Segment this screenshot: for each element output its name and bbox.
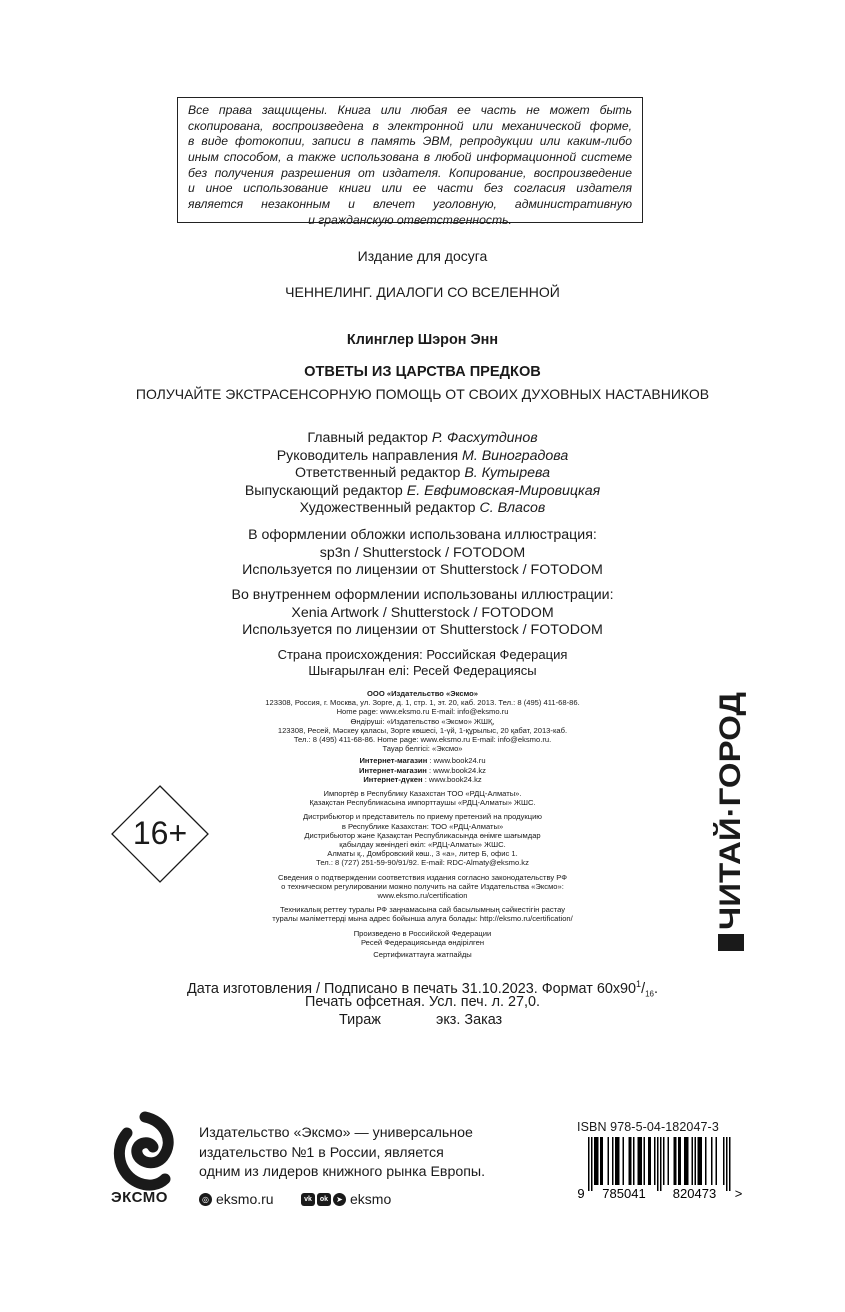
barcode-bar bbox=[729, 1137, 731, 1191]
shop-label: Интернет-дүкен bbox=[363, 774, 423, 784]
book-subtitle: ПОЛУЧАЙТЕ ЭКСТРАСЕНСОРНУЮ ПОМОЩЬ ОТ СВОИХ ДУХОВНЫХ НАСТАВНИКОВ bbox=[135, 386, 710, 402]
barcode-right-digits: 820473 bbox=[672, 1186, 717, 1201]
barcode-bar bbox=[588, 1137, 590, 1191]
cover-illustration-line: sp3n / Shutterstock / FOTODOM bbox=[319, 544, 526, 561]
barcode-bar bbox=[591, 1137, 593, 1191]
globe-icon: ◎ bbox=[199, 1193, 212, 1206]
barcode-bar bbox=[641, 1137, 643, 1185]
shop-label: Интернет-магазин bbox=[359, 765, 427, 775]
barcode-bar bbox=[600, 1137, 602, 1185]
credit-role: Ответственный редактор bbox=[295, 465, 465, 481]
copyright-line: скопирована, воспроизведена в электронной или механической форме, bbox=[188, 118, 632, 133]
importer-line: Импортёр в Республику Казахстан ТОО «РДЦ-Алматы». bbox=[323, 789, 522, 799]
barcode-bar bbox=[660, 1137, 662, 1191]
print-info-line2: Печать офсетная. Усл. печ. л. 27,0. bbox=[304, 994, 540, 1010]
produced-line: Ресей Федерациясында өндірілген bbox=[360, 937, 485, 947]
credit-person: С. Власов bbox=[479, 500, 546, 516]
credit-person: М. Виноградова bbox=[462, 447, 569, 464]
credits-block bbox=[0, 430, 845, 518]
eksmo-logo-icon bbox=[105, 1113, 185, 1193]
barcode-bar bbox=[663, 1137, 665, 1185]
barcode-bar bbox=[692, 1137, 694, 1185]
barcode-bar bbox=[695, 1137, 697, 1185]
credit-role: Художественный редактор bbox=[299, 500, 480, 516]
distributor-line: Дистрибьютор және Қазақстан Республикасында өнімге шағымдар bbox=[304, 830, 541, 840]
social-handle: eksmo bbox=[350, 1191, 392, 1207]
barcode-bar bbox=[618, 1137, 620, 1185]
barcode-bar bbox=[674, 1137, 676, 1185]
barcode-bar bbox=[687, 1137, 689, 1185]
copyright-line: и гражданскую ответственность. bbox=[308, 212, 512, 227]
origin-block bbox=[0, 647, 845, 678]
barcode-bar bbox=[644, 1137, 646, 1185]
inner-illustration-line: Во внутреннем оформлении использованы иллюстрации: bbox=[231, 587, 614, 603]
isbn-text: ISBN 978-5-04-182047-3 bbox=[577, 1120, 719, 1134]
distributor-line: қабылдау жөніндегі өкіл: «РДЦ-Алматы» ЖШС. bbox=[339, 840, 506, 850]
publisher-address-line: Home page: www.eksmo.ru E-mail: info@eksmo.ru bbox=[336, 707, 509, 717]
barcode-bar bbox=[629, 1137, 631, 1185]
copyright-line: в виде фотокопии, записи в память ЭВМ, репродукции или каким-либо bbox=[188, 134, 632, 149]
credit-line bbox=[0, 483, 845, 501]
barcode-bar bbox=[711, 1137, 713, 1185]
credit-person: В. Кутырева bbox=[464, 465, 550, 481]
copyright-notice-box bbox=[177, 97, 643, 227]
promo-line: Издательство «Эксмо» — универсальное bbox=[199, 1125, 473, 1141]
age-rating-label: 16+ bbox=[132, 815, 188, 851]
barcode-bar bbox=[684, 1137, 686, 1185]
credit-line bbox=[0, 430, 845, 448]
copyright-line: является незаконным и влечет уголовную, административную bbox=[188, 197, 632, 212]
origin-line: Шығарылған елі: Ресей Федерациясы bbox=[308, 662, 537, 678]
chitai-gorod-logo bbox=[714, 690, 748, 952]
print-line-end: . bbox=[653, 980, 658, 997]
shop-label: Интернет-магазин bbox=[359, 756, 428, 766]
barcode-bar bbox=[597, 1137, 599, 1185]
publisher-address-line: Тауар белгісі: «Эксмо» bbox=[382, 744, 463, 754]
publisher-promo bbox=[199, 1124, 485, 1183]
social-links[interactable] bbox=[301, 1191, 391, 1207]
shop-url: : www.book24.kz bbox=[422, 774, 482, 784]
publisher-address-line: 123308, Россия, г. Москва, ул. Зорге, д. 1, стр. 1, эт. 20, каб. 2013. Тел.: 8 (495) 411-68-86. bbox=[265, 698, 580, 708]
certification-kz-line: туралы мәліметтерді мына адрес бойынша алуға болады: http://eksmo.ru/certification/ bbox=[272, 914, 573, 924]
print-info-line1: Дата изготовления / Подписано в печать 31.10.2023. Формат $60х90^1/_{16}$. bbox=[187, 979, 658, 999]
credit-line bbox=[0, 448, 845, 466]
barcode-bar bbox=[617, 1137, 619, 1185]
barcode-bar bbox=[633, 1137, 635, 1185]
inner-illustration-line: Используется по лицензии от Shutterstock / FOTODOM bbox=[242, 622, 603, 638]
barcode-bar bbox=[639, 1137, 641, 1185]
publisher-address-line: Тел.: 8 (495) 411-68-86. Home page: www.eksmo.ru E-mail: info@eksmo.ru. bbox=[293, 735, 552, 745]
credit-role: Главный редактор bbox=[307, 430, 432, 446]
barcode-bar bbox=[701, 1137, 703, 1185]
eksmo-wordmark: ЭКСМО bbox=[111, 1189, 168, 1206]
barcode-bar bbox=[678, 1137, 680, 1185]
credit-line bbox=[0, 500, 845, 518]
cover-illustration-line: Используется по лицензии от Shutterstock / FOTODOM bbox=[242, 562, 603, 578]
credit-person: Р. Фасхутдинов bbox=[431, 430, 538, 446]
edition-type: Издание для досуга bbox=[357, 248, 488, 264]
shop-url: : www.book24.ru bbox=[427, 756, 486, 766]
barcode-bar bbox=[657, 1137, 659, 1191]
barcode-bar bbox=[705, 1137, 707, 1185]
order-label: экз. Заказ bbox=[436, 1012, 503, 1028]
certification-kz-line: Техникалық реттеу туралы РФ заңнамасына сай басылымның сәйкестігін растау bbox=[279, 905, 566, 915]
credit-line bbox=[0, 465, 845, 483]
format-sup: 1 bbox=[636, 979, 642, 989]
distributor-line: Алматы қ., Домбровский көш., 3 «а», литер Б, офис 1. bbox=[327, 849, 518, 859]
importer-line: Қазақстан Республикасына импорттаушы «РДЦ-Алматы» ЖШС. bbox=[309, 798, 536, 808]
cover-illustration-block bbox=[0, 527, 845, 580]
barcode-bar bbox=[680, 1137, 682, 1185]
barcode-bar bbox=[596, 1137, 598, 1185]
barcode-bar bbox=[638, 1137, 640, 1185]
distributor-line: Тел.: 8 (727) 251-59-90/91/92. E-mail: RDC-Almaty@eksmo.kz bbox=[316, 858, 529, 868]
publisher-address-line: 123308, Ресей, Мәскеу қаласы, Зорге көшесі, 1-үй, 1-құрылыс, 20 қабат, 2013-каб. bbox=[277, 725, 568, 735]
barcode-bar bbox=[608, 1137, 610, 1185]
produced-line: Произведено в Российской Федерации bbox=[353, 928, 492, 938]
barcode-bar bbox=[602, 1137, 604, 1185]
copyright-line: и иное использование книги или ее части без согласия издателя bbox=[188, 181, 632, 196]
copyright-line: иным способом, а также использована в любой информационной системе bbox=[188, 150, 632, 165]
barcode-bar bbox=[654, 1137, 656, 1185]
distributor-line: в Республике Казахстан: ТОО «РДЦ-Алматы» bbox=[341, 821, 504, 831]
origin-line: Страна происхождения: Российская Федерация bbox=[277, 647, 568, 662]
book-title: ОТВЕТЫ ИЗ ЦАРСТВА ПРЕДКОВ bbox=[304, 364, 541, 380]
certification-line: www.eksmo.ru/certification bbox=[377, 891, 468, 901]
barcode-bar bbox=[612, 1137, 614, 1185]
barcode-bar bbox=[675, 1137, 677, 1185]
barcode-bar bbox=[699, 1137, 701, 1185]
barcode-bar bbox=[698, 1137, 700, 1185]
publisher-address-line: Өндіруші: «Издательство «Эксмо» ЖШҚ, bbox=[350, 716, 495, 726]
ok-icon[interactable]: ok bbox=[317, 1193, 331, 1206]
certification-line: Сведения о подтверждении соответствия издания согласно законодательству РФ bbox=[277, 872, 568, 882]
promo-line: издательство №1 в России, является bbox=[199, 1144, 444, 1161]
barcode-bar bbox=[615, 1137, 617, 1185]
vk-icon[interactable]: vk bbox=[301, 1193, 315, 1206]
author-name: Клинглер Шэрон Энн bbox=[346, 332, 499, 348]
barcode-bar bbox=[648, 1137, 650, 1185]
copyright-line: без получения разрешения от издателя. Копирование, воспроизведение bbox=[188, 165, 632, 180]
distributor-line: Дистрибьютор и представитель по приему претензий на продукцию bbox=[302, 812, 543, 822]
certification-line: о техническом регулировании можно получить на сайте Издательства «Эксмо»: bbox=[281, 881, 564, 891]
barcode-end-marker: > bbox=[734, 1186, 743, 1201]
site-url: eksmo.ru bbox=[216, 1191, 274, 1207]
barcode-bar bbox=[630, 1137, 632, 1185]
barcode-bar bbox=[686, 1137, 688, 1185]
credit-role: Выпускающий редактор bbox=[244, 482, 407, 499]
barcode-bar bbox=[723, 1137, 725, 1185]
barcode-bar bbox=[668, 1137, 670, 1185]
telegram-icon[interactable]: ➤ bbox=[333, 1193, 346, 1206]
print-date-format: Дата изготовления / Подписано в печать 31.10.2023. Формат 60х90 bbox=[187, 980, 637, 997]
barcode-bar bbox=[716, 1137, 718, 1185]
barcode-first-digit: 9 bbox=[577, 1186, 585, 1201]
shop-url: : www.book24.kz bbox=[426, 765, 486, 775]
publisher-name: ООО «Издательство «Эксмо» bbox=[367, 689, 478, 698]
format-sub: 16 bbox=[645, 989, 654, 999]
isbn-barcode bbox=[577, 1137, 743, 1201]
chitai-gorod-text: ЧИТАЙ·ГОРОД bbox=[714, 713, 747, 930]
credit-role: Руководитель направления bbox=[276, 447, 463, 464]
barcode-left-digits: 785041 bbox=[602, 1186, 646, 1201]
site-link[interactable] bbox=[199, 1191, 274, 1207]
series-name: ЧЕННЕЛИНГ. ДИАЛОГИ СО ВСЕЛЕННОЙ bbox=[285, 284, 560, 300]
cover-illustration-line: В оформлении обложки использована иллюстрация: bbox=[248, 527, 597, 543]
inner-illustration-line: Xenia Artwork / Shutterstock / FOTODOM bbox=[291, 604, 554, 621]
copyright-line: Все права защищены. Книга или любая ее часть не может быть bbox=[188, 103, 632, 117]
inner-illustration-block bbox=[0, 587, 845, 640]
credit-person: Е. Евфимовская-Мировицкая bbox=[406, 482, 601, 499]
barcode-bar bbox=[726, 1137, 728, 1191]
barcode-bar bbox=[623, 1137, 625, 1185]
barcode-bar bbox=[594, 1137, 596, 1185]
print-run-label: Тираж bbox=[339, 1012, 381, 1028]
cert-note: Сертификаттауға жатпайды bbox=[373, 950, 472, 960]
barcode-bar bbox=[650, 1137, 652, 1185]
promo-line: одним из лидеров книжного рынка Европы. bbox=[199, 1164, 486, 1180]
